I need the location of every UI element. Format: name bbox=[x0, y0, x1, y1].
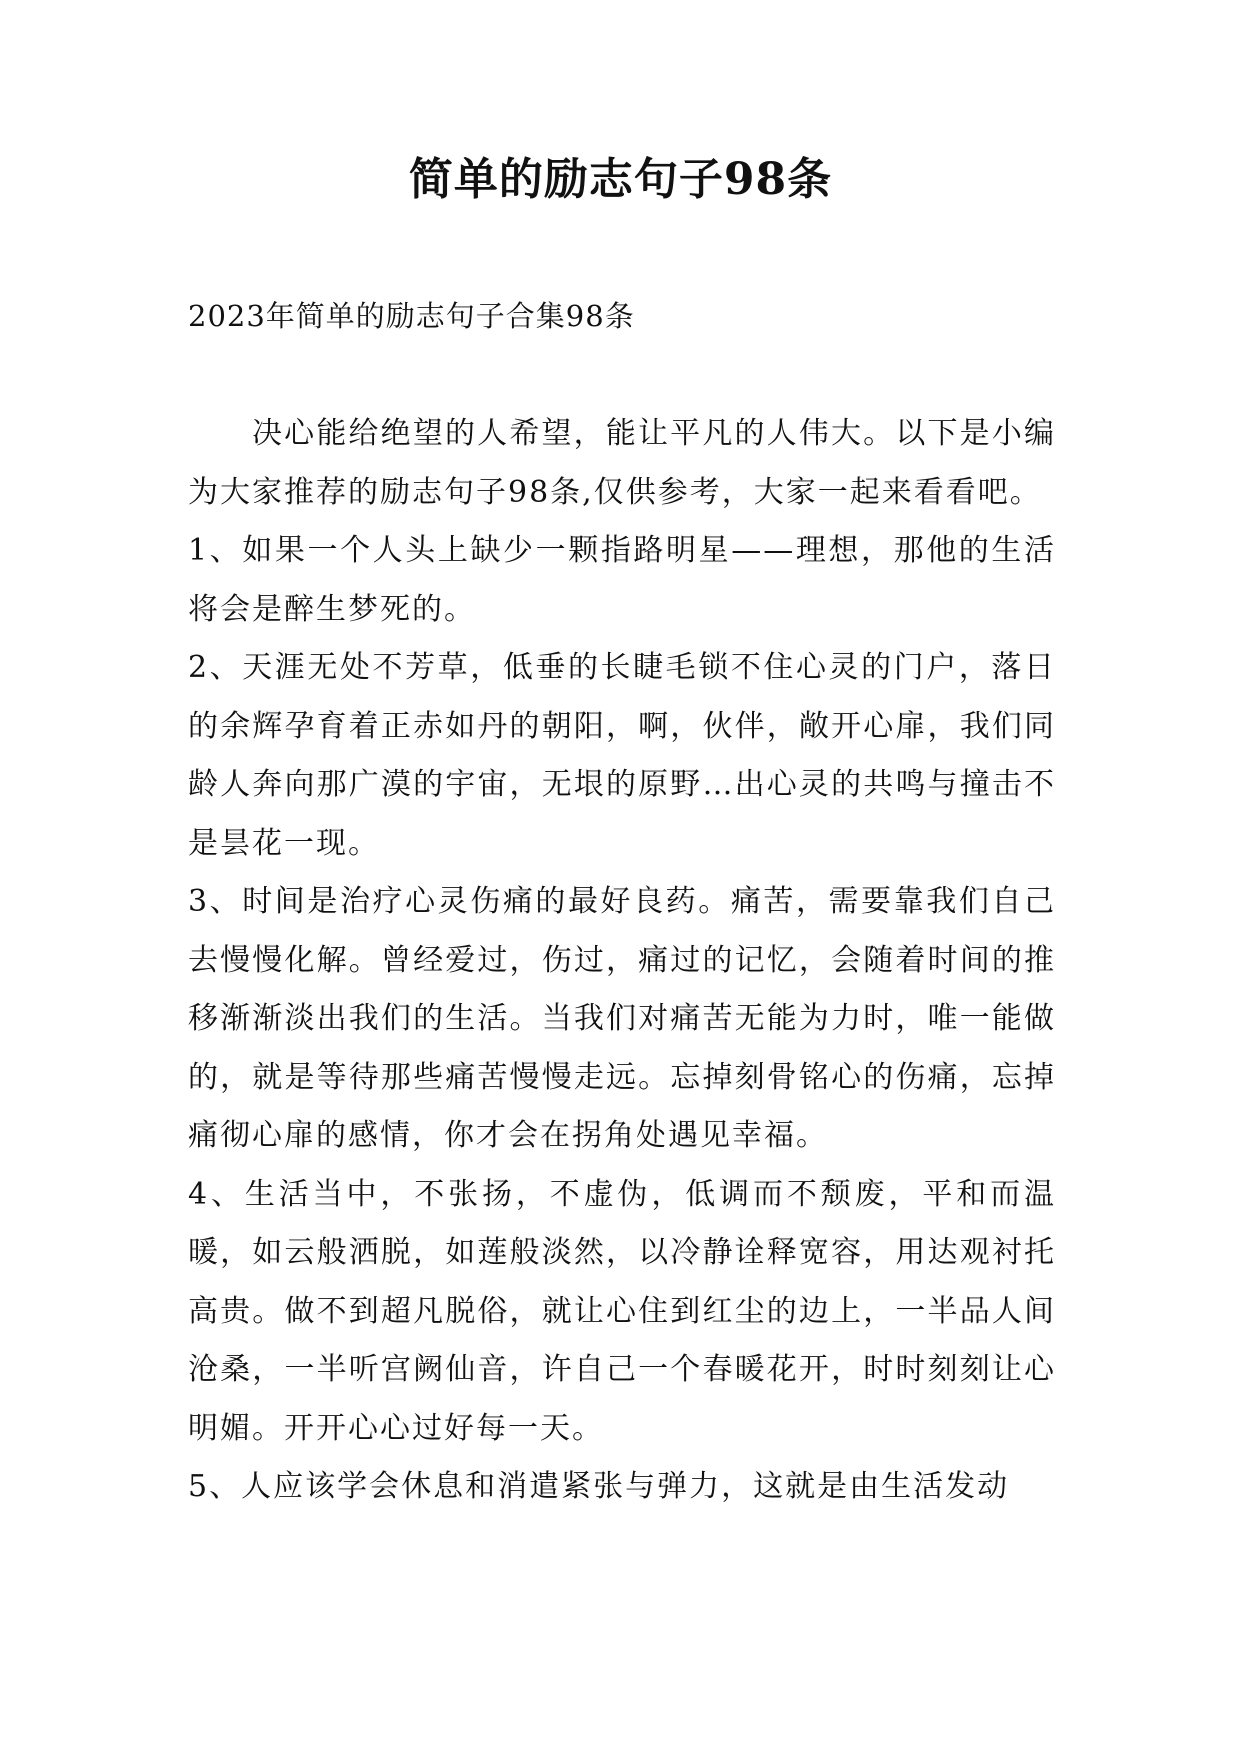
list-item: 4、生活当中，不张扬，不虚伪，低调而不颓废，平和而温暖，如云般洒脱，如莲般淡然，以冷静诠释宽容，用达观衬托高贵。做不到超凡脱俗，就让心住到红尘的边上，一半品人间沧桑，一半听宫阙仙音，许自己一个春暖花开，时时刻刻让心明媚。开开心心过好每一天。 bbox=[188, 1176, 1056, 1446]
intro-paragraph: 决心能给绝望的人希望，能让平凡的人伟大。以下是小编为大家推荐的励志句子98条,仅供参考，大家一起来看看吧。 bbox=[188, 416, 1056, 510]
list-item: 5、人应该学会休息和消遣紧张与弹力，这就是由生活发动 bbox=[188, 1469, 1010, 1504]
list-item: 3、时间是治疗心灵伤痛的最好良药。痛苦，需要靠我们自己去慢慢化解。曾经爱过，伤过，痛过的记忆，会随着时间的推移渐渐淡出我们的生活。当我们对痛苦无能为力时，唯一能做的，就是等待那些痛苦慢慢走远。忘掉刻骨铭心的伤痛，忘掉痛彻心扉的感情，你才会在拐角处遇见幸福。 bbox=[188, 884, 1056, 1153]
document-body bbox=[188, 405, 1056, 1517]
document-subtitle: 2023年简单的励志句子合集98条 bbox=[188, 299, 635, 333]
document-title: 简单的励志句子98条 bbox=[408, 154, 833, 205]
list-item: 1、如果一个人头上缺少一颗指路明星——理想，那他的生活将会是醉生梦死的。 bbox=[188, 533, 1056, 627]
list-item: 2、天涯无处不芳草，低垂的长睫毛锁不住心灵的门户，落日的余辉孕育着正赤如丹的朝阳，啊，伙伴，敞开心扉，我们同龄人奔向那广漠的宇宙，无垠的原野…出心灵的共鸣与撞击不是昙花一现。 bbox=[188, 650, 1056, 861]
